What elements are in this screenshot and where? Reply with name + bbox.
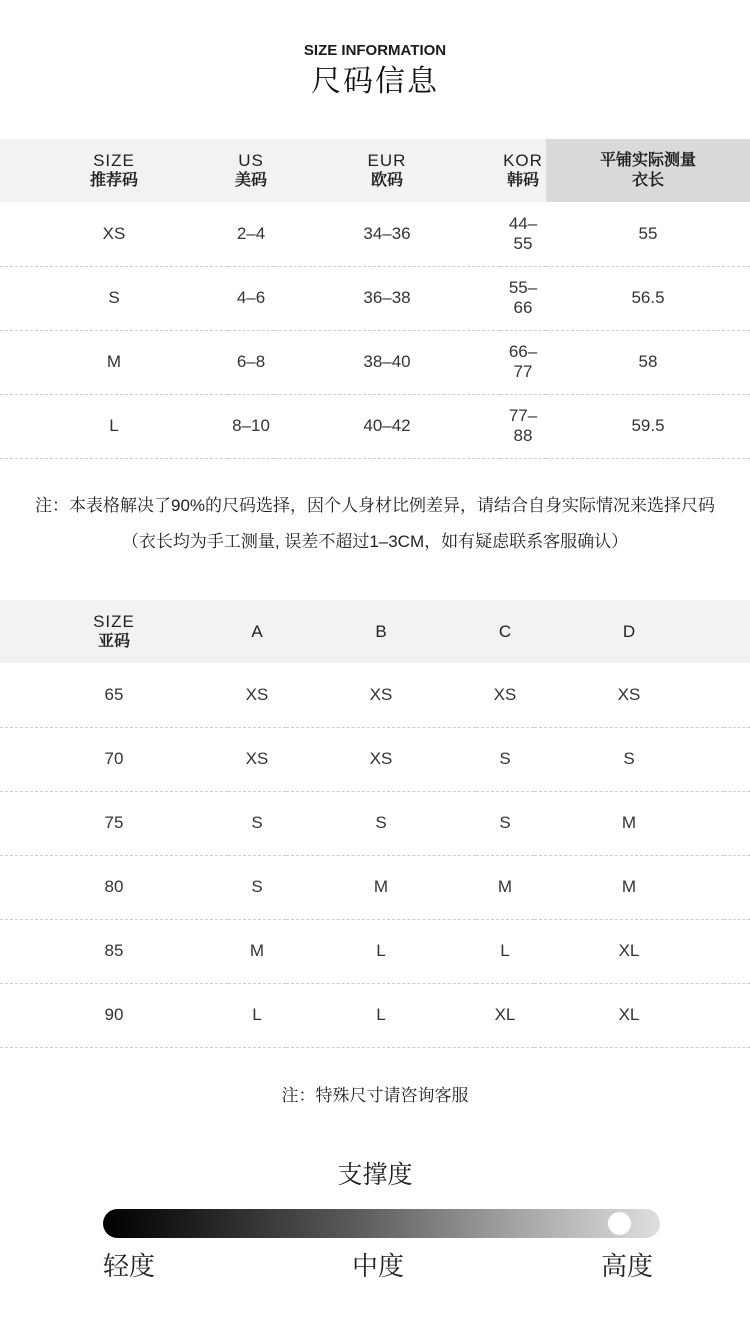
table-cell: 75 bbox=[104, 813, 124, 832]
table-cell: 38–40 bbox=[363, 352, 411, 371]
table-cell: 58 bbox=[638, 352, 658, 371]
table-cell: L bbox=[376, 941, 386, 960]
table-cell: XS bbox=[617, 684, 641, 704]
column-header-en: US bbox=[238, 150, 264, 170]
table-filler-cell bbox=[724, 919, 750, 983]
table-cell: XS bbox=[369, 684, 393, 704]
table-row bbox=[0, 791, 750, 855]
column-header: D bbox=[622, 621, 636, 641]
column-header bbox=[0, 600, 228, 663]
clothing-size-table bbox=[0, 139, 750, 459]
column-header-cn: 美码 bbox=[234, 171, 267, 189]
table-row bbox=[0, 727, 750, 791]
table-row bbox=[0, 266, 750, 330]
table-cell: L bbox=[500, 941, 510, 960]
size-note-line1: 注：本表格解决了90%的尺码选择，因个人身材比例差异，请结合自身实际情况来选择尺码 bbox=[34, 496, 716, 515]
table-filler-cell bbox=[724, 663, 750, 727]
column-header-en: 平铺实际测量 bbox=[599, 151, 696, 169]
column-header bbox=[274, 139, 500, 202]
column-header-en: SIZE bbox=[93, 611, 135, 631]
table-cell: L bbox=[376, 1005, 386, 1024]
support-level-bar bbox=[103, 1209, 660, 1238]
table-filler-cell bbox=[724, 600, 750, 663]
table-cell: S bbox=[251, 877, 263, 896]
table-cell: M bbox=[497, 877, 513, 896]
table-cell: 77–88 bbox=[508, 406, 538, 445]
table-row bbox=[0, 983, 750, 1047]
table-cell: 70 bbox=[104, 749, 124, 768]
table-cell: 59.5 bbox=[631, 416, 665, 435]
table-cell: 34–36 bbox=[363, 223, 411, 243]
support-level-light: 轻度 bbox=[103, 1251, 156, 1281]
table-header-row bbox=[0, 139, 750, 202]
support-level-high: 高度 bbox=[601, 1251, 654, 1281]
table-row bbox=[0, 394, 750, 458]
table-cell: L bbox=[252, 1005, 262, 1024]
table-cell: L bbox=[109, 416, 119, 435]
table-cell: 8–10 bbox=[232, 416, 270, 435]
header-title-en: SIZE INFORMATION bbox=[303, 42, 447, 59]
table-cell: M bbox=[106, 352, 122, 371]
size-note-line2: （衣长均为手工测量, 误差不超过1–3CM，如有疑虑联系客服确认） bbox=[121, 532, 629, 551]
column-header-en: KOR bbox=[503, 150, 543, 170]
column-header-en: EUR bbox=[367, 150, 407, 170]
table-cell: 90 bbox=[104, 1005, 124, 1024]
table-cell: M bbox=[621, 813, 637, 832]
column-header-cn: 欧码 bbox=[370, 171, 403, 189]
column-header-cn: 衣长 bbox=[631, 171, 664, 189]
underwear-size-table bbox=[0, 600, 750, 1048]
column-header-cn: 亚码 bbox=[97, 632, 130, 650]
table-row bbox=[0, 663, 750, 727]
table-cell: 40–42 bbox=[363, 416, 411, 435]
table-cell: 56.5 bbox=[631, 288, 665, 307]
table-cell: S bbox=[623, 749, 635, 768]
table-row bbox=[0, 330, 750, 394]
special-size-note: 注：特殊尺寸请咨询客服 bbox=[281, 1086, 469, 1105]
table-cell: 6–8 bbox=[236, 352, 266, 371]
table-filler-cell bbox=[724, 727, 750, 791]
table-cell: 4–6 bbox=[236, 288, 266, 307]
table-cell: S bbox=[499, 813, 511, 832]
table-filler-cell bbox=[724, 791, 750, 855]
table-cell: S bbox=[251, 813, 263, 832]
table-cell: M bbox=[621, 877, 637, 896]
table-cell: 55 bbox=[638, 223, 658, 243]
table-cell: XS bbox=[493, 684, 517, 704]
support-level-medium: 中度 bbox=[352, 1251, 405, 1281]
table-cell: XL bbox=[494, 1005, 516, 1024]
table-cell: XS bbox=[102, 223, 126, 243]
table-cell: XL bbox=[618, 1005, 640, 1024]
table-cell: XL bbox=[618, 941, 640, 960]
table-row bbox=[0, 855, 750, 919]
column-header-cn: 推荐码 bbox=[89, 171, 138, 189]
table-cell: 36–38 bbox=[363, 288, 411, 307]
table-cell: 55–66 bbox=[508, 278, 538, 317]
table-header-row bbox=[0, 600, 750, 663]
table-cell: M bbox=[373, 877, 389, 896]
table-row bbox=[0, 202, 750, 266]
column-header: A bbox=[251, 621, 263, 641]
table-cell: S bbox=[108, 288, 120, 307]
support-level-knob bbox=[608, 1212, 631, 1235]
header-title-cn: 尺码信息 bbox=[311, 64, 439, 99]
table-cell: 2–4 bbox=[236, 223, 266, 243]
column-header-en: SIZE bbox=[93, 150, 135, 170]
support-title: 支撑度 bbox=[337, 1161, 413, 1189]
table-cell: 65 bbox=[104, 684, 124, 704]
table-cell: M bbox=[249, 941, 265, 960]
table-cell: XS bbox=[245, 684, 269, 704]
table-cell: 85 bbox=[104, 941, 124, 960]
table-cell: S bbox=[375, 813, 387, 832]
column-header bbox=[546, 139, 750, 202]
table-filler-cell bbox=[724, 983, 750, 1047]
table-cell: S bbox=[499, 749, 511, 768]
table-row bbox=[0, 919, 750, 983]
table-cell: 66–77 bbox=[508, 342, 538, 381]
table-filler-cell bbox=[724, 855, 750, 919]
table-cell: XS bbox=[245, 749, 269, 768]
column-header: C bbox=[498, 621, 512, 641]
table-cell: 80 bbox=[104, 877, 124, 896]
table-cell: XS bbox=[369, 749, 393, 768]
size-note bbox=[0, 488, 750, 560]
column-header bbox=[500, 139, 546, 202]
size-info-header bbox=[0, 0, 750, 100]
column-header bbox=[0, 139, 228, 202]
column-header bbox=[228, 139, 274, 202]
column-header: B bbox=[375, 621, 387, 641]
column-header-cn: 韩码 bbox=[506, 171, 539, 189]
table-cell: 44–55 bbox=[508, 213, 538, 253]
